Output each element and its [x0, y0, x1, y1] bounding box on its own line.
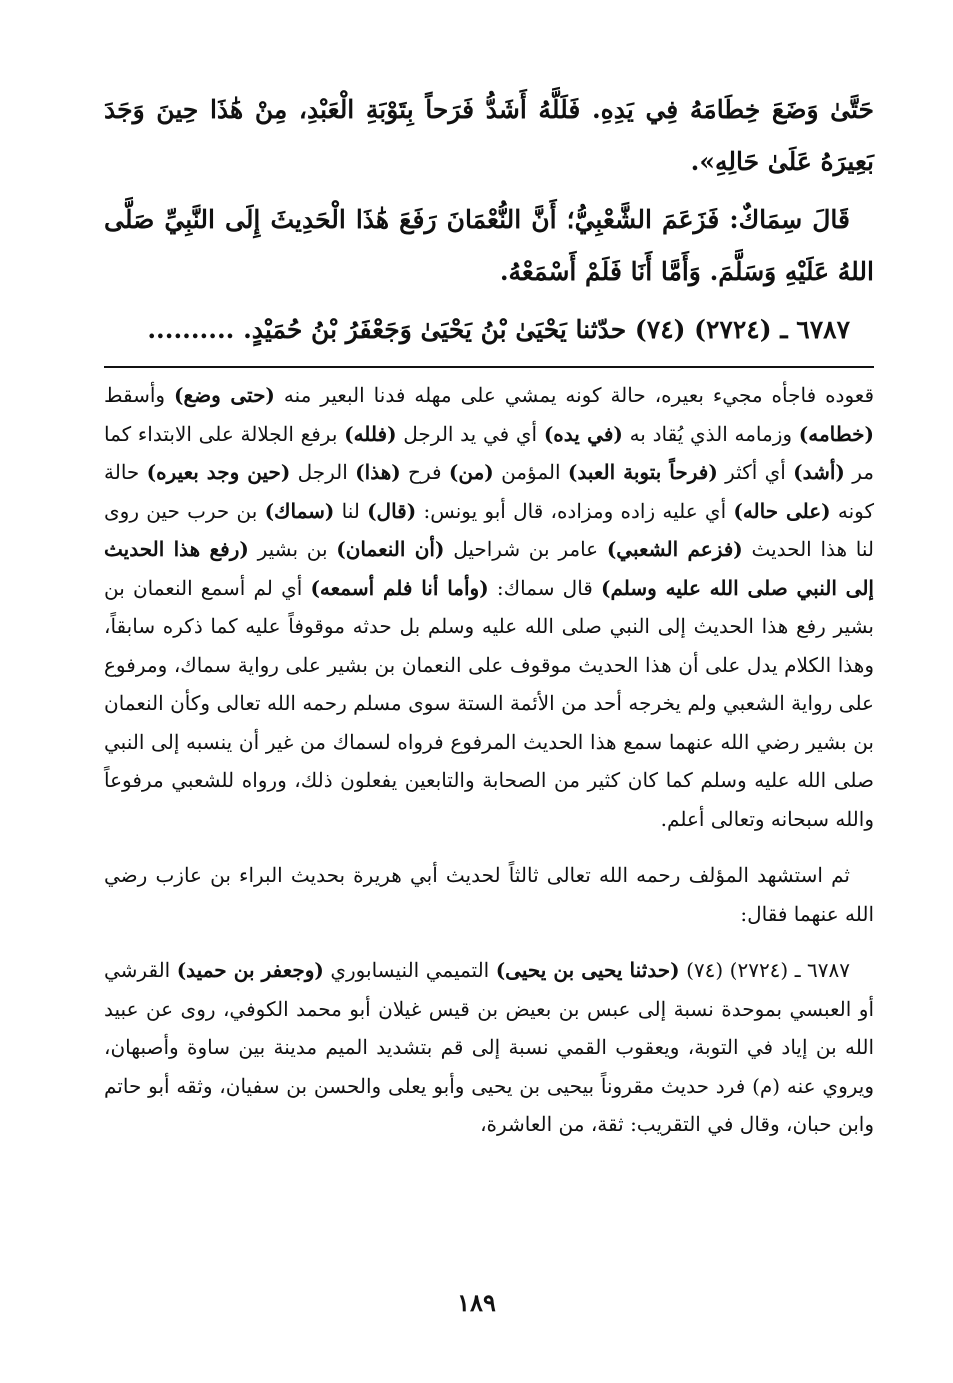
quoted-hadith-keyword: (حتى وضع) [174, 383, 275, 407]
commentary-text-run: أي في يد الرجل [396, 421, 544, 446]
commentary-paragraph-2: ثم استشهد المؤلف رحمه الله تعالى ثالثاً لحديث أبي هريرة بحديث البراء بن عازب رضي الله عنهما فقال: [104, 863, 874, 926]
quoted-hadith-keyword: (فلله) [344, 421, 397, 446]
commentary-text-run: قال سماك: [488, 575, 602, 600]
simak-statement: قَالَ سِمَاكٌ: فَزَعَمَ الشَّعْبِيُّ؛ أَنَّ النُّعْمَانَ رَفَعَ هَٰذَا الْحَدِيثَ إِلَى النَّبِيِّ صَلَّى اللهُ عَلَيْهِ وَسَلَّمَ. وَأَمَّا أَنَا فَلَمْ أَسْمَعْهُ. [104, 205, 874, 286]
quoted-hadith-keyword: (أشد) [793, 460, 845, 484]
commentary-text-run: التميمي النيسابوري [323, 958, 496, 982]
quoted-hadith-keyword: (من) [448, 460, 494, 484]
commentary-text-run: القرشي أو العبسي بموحدة نسبة إلى عبس بن بعيض بن قيس غيلان أبو محمد الكوفي، روى عن عبيد الله بن إياد في التوبة، ويعقوب القمي نسبة إلى قم بتشديد الميم مدينة بين ساوة وأصبهان، ويروي عنه (م) فرد حديث مقروناً بيحيى بن يحيى وأبو يعلى والحسن بن سفيان، وثقه أبو حاتم وابن حبان، وقال في التقريب: ثقة، من العاشرة، [104, 958, 874, 1136]
commentary-text-run: أي عليه زاده ومزاده، قال أبو يونس: [416, 498, 734, 523]
commentary-text-run: بن بشير [248, 537, 337, 561]
quoted-hadith-keyword: (فرحاً بتوبة العبد) [567, 460, 718, 484]
commentary-paragraph-3 [104, 951, 874, 1144]
quoted-hadith-keyword: (وجعفر بن حميد) [176, 958, 324, 982]
commentary-text-run: حالة كونه [104, 460, 875, 523]
commentary-text-run: عامر بن شراحيل [444, 537, 607, 561]
main-text-block [104, 84, 874, 362]
page-number: ١٨٩ [457, 1288, 496, 1317]
commentary-text-run: ٦٧٨٧ ـ (٢٧٢٤) (٧٤) [679, 958, 851, 982]
quoted-hadith-keyword: (في يده) [543, 421, 623, 446]
quoted-hadith-keyword: (أن النعمان) [336, 537, 445, 561]
commentary-text-run: المؤمن [493, 460, 568, 484]
commentary-text-run: وزمامه الذي يُقاد به [622, 421, 799, 446]
quoted-hadith-keyword: (خطامه) [798, 421, 874, 446]
commentary-text-run: الرجل [290, 460, 356, 484]
quoted-hadith-keyword: (رفع هذا الحديث إلى النبي صلى الله عليه وسلم) [104, 537, 874, 600]
commentary-paragraph-1 [104, 376, 874, 838]
quoted-hadith-keyword: (سماك) [264, 498, 335, 523]
commentary-text-run: وأسقط [104, 383, 175, 407]
hadith-text-ending: حَتَّىٰ وَضَعَ خِطَامَهُ فِي يَدِهِ. فَلَلَّهُ أَشَدُّ فَرَحاً بِتَوْبَةِ الْعَبْدِ، مِنْ هَٰذَا حِينَ وَجَدَ بَعِيرَهُ عَلَىٰ حَالِهِ». [104, 95, 874, 176]
quoted-hadith-keyword: (حدثنا يحيى بن يحيى) [495, 958, 680, 982]
quoted-hadith-keyword: (على حاله) [733, 498, 831, 523]
quoted-hadith-keyword: (حين وجد بعيره) [146, 460, 291, 484]
quoted-hadith-keyword: (وأما أنا فلم أسمعه) [310, 575, 489, 600]
commentary-text-run: أي أكثر [717, 460, 794, 484]
commentary-text-run: بن حرب حين روى لنا هذا الحديث [104, 498, 874, 561]
commentary-text-run: فرح [400, 460, 449, 484]
quoted-hadith-keyword: (هذا) [355, 460, 401, 484]
commentary-text-run: لنا [334, 498, 368, 523]
commentary-text-run: قعوده فاجأه مجيء بعيره، حالة كونه يمشي على مهله فدنا البعير منه [274, 383, 875, 407]
commentary-text-run: برفع الجلالة على الابتداء كما مر [104, 421, 874, 484]
commentary-text-run: أي لم أسمع النعمان بن بشير رفع هذا الحديث إلى النبي صلى الله عليه وسلم بل حدثه موقوفاً عليه كما ذكره سابقاً، وهذا الكلام يدل على أن هذا الحديث موقوف على النعمان بن بشير على رواية سماك، ومرفوع على رواية الشعبي ولم يخرجه أحد من الأئمة الستة سوى مسلم رحمه الله تعالى وكأن النعمان بن بشير رضي الله عنهما سمع هذا الحديث المرفوع فرواه لسماك من غير أن ينسبه إلى النبي صلى الله عليه وسلم كما كان كثير من الصحابة والتابعين يفعلون ذلك، ورواه للشعبي مرفوعاً والله سبحانه وتعالى أعلم. [104, 575, 874, 831]
quoted-hadith-keyword: (قال) [367, 498, 417, 523]
next-hadith-isnad: ٦٧٨٧ ـ (٢٧٢٤) (٧٤) حدّثنا يَحْيَىٰ بْنُ يَحْيَىٰ وَجَعْفَرُ بْنُ حُمَيْدٍ. .......... [147, 315, 850, 344]
commentary-block [104, 376, 874, 1144]
footnote-separator-line [104, 366, 874, 368]
quoted-hadith-keyword: (فزعم الشعبي) [606, 537, 743, 561]
